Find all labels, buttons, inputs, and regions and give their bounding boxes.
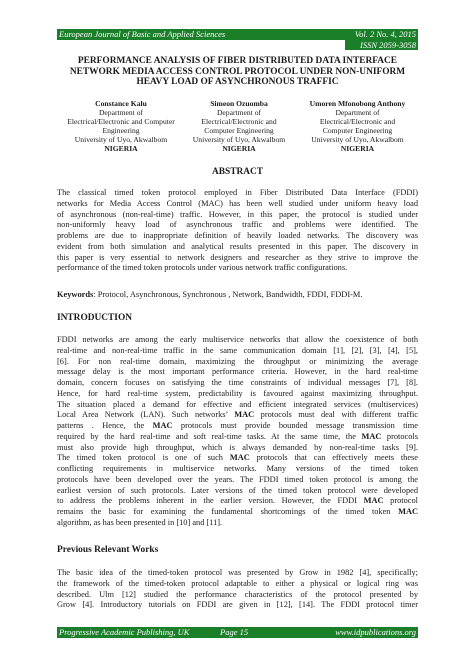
journal-issn: ISSN 2059-3058 [360,40,416,50]
author-name: Umoren Mfonobong Anthony [309,99,406,108]
abstract-line: non-uniformly heavy load of asynchronous traffic and problems were identified. The [57,220,418,230]
intro-line: patterns . Hence, the MAC protocols must provide bounded message transmission time [57,421,418,430]
author-university: University of Uyo, Akwalbom [192,135,286,144]
author-2 [180,99,298,153]
journal-footer-bar [57,627,418,638]
previous-works-body [57,568,418,611]
previous-line: described. Ulm [12] studied the performance characteristics of the protocol presented by [57,589,418,599]
abstract-line: networks for Media Access Control (MAC) has been well studied under uniform heavy load [57,198,418,208]
author-name: Simeon Ozuomba [210,99,268,108]
author-dept: Engineering [102,126,140,135]
keywords [57,290,362,299]
intro-line: to address the problems inherent in the earlier version. However, the FDDI MAC protocol [57,496,418,506]
author-dept: Electrical/Electronic and [201,117,277,126]
journal-name: European Journal of Basic and Applied Sciences [59,29,226,39]
title-line: NETWORK MEDIA ACCESS CONTROL PROTOCOL UNDER NON-UNIFORM [69,66,406,77]
keywords-label: Keywords [57,290,94,299]
publisher-name: Progressive Academic Publishing, UK [59,627,190,637]
intro-line: must also provide high throughput, which is always demanded by non-real-time tasks [9]. [57,442,418,452]
intro-line: domain, concern focuses on satisfying the time constraints of individual messages [7], [8]. [57,378,418,387]
previous-line: the framework of the timed-token protocol adaptable to either a physical or logical ring was [57,578,418,588]
author-university: University of Uyo, Akwalbom [74,135,168,144]
journal-volume: Vol. 2 No. 4, 2015 [354,29,416,39]
intro-line: [6]. For non real-time domain, maximizing the throughput or minimizing the average [57,356,418,366]
author-university: University of Uyo, Akwalbom [311,135,404,144]
issn-bar [345,40,418,50]
intro-line: real-time and non-real-time traffic in the same communication domain [1], [2], [3], [4], [5], [57,345,418,355]
publisher-url[interactable]: www.idpublications.org [335,627,416,637]
intro-line: algorithm, as has been presented in [10] and [11]. [57,517,223,527]
abstract-line: performance of the timed token protocols under various network traffic configurations. [57,263,348,273]
author-dept: Department of [216,108,262,117]
title-line: PERFORMANCE ANALYSIS OF FIBER DISTRIBUTED DATA INTERFACE [77,56,398,66]
abstract-line: The classical timed token protocol employed in Fiber Distributed Data Interface (FDDI) [57,188,418,197]
author-country: NIGERIA [222,144,256,153]
previous-line: The basic idea of the timed-token protocol was presented by Grow in 1982 [4], specifically; [57,568,418,577]
author-dept: Electrical/Electronic and [319,117,396,126]
keywords-text: : Protocol, Asynchronous, Synchronous , Network, Bandwidth, FDDI, FDDI-M. [93,290,363,299]
intro-line: message delay is the most important performance criteria. However, in the hard real-time [57,367,418,377]
author-dept: Computer Engineering [204,126,274,135]
author-name: Constance Kalu [95,99,147,108]
intro-line: The situation placed a demand for effective and efficient integrated services (multiservices) [57,399,418,409]
abstract-line: this paper is very essential to network designers and researcher as they strive to improve the [57,252,418,262]
intro-line: Local Area Network (LAN). Such networks’ MAC protocols must deal with different traffic [57,410,418,420]
author-dept: Computer Engineering [322,126,393,135]
introduction-body [57,335,418,529]
previous-works-heading: Previous Relevant Works [57,545,159,555]
paper-title [57,56,418,88]
author-dept: Electrical/Electronic and Computer [67,117,175,126]
author-1 [57,99,185,153]
author-country: NIGERIA [104,144,138,153]
intro-line: remains the basic for examining the fundamental shortcomings of the timed token MAC [57,507,418,516]
title-line: HEAVY LOAD OF ASYNCHRONOUS TRAFFIC [136,77,339,88]
abstract-line: evident from both simulation and analytical results presented in this paper. The discovery in [57,241,418,251]
previous-line: Grow [4]. Introductory tutorials on FDDI are given in [12], [14]. The FDDI protocol timer [57,600,418,610]
abstract-line: of asynchronous (non-real-time) traffic. However, in this paper, the protocol is studied under [57,209,418,219]
intro-line: FDDI networks are among the early multiservice networks that allow the coexistence of both [57,335,418,344]
journal-header-bar [57,29,418,40]
intro-line: conflicting requirements in multiservice networks. Many versions of the timed token [57,464,418,473]
author-dept: Department of [98,108,144,117]
abstract-body [57,188,418,274]
introduction-heading: INTRODUCTION [57,313,133,323]
abstract-heading: ABSTRACT [211,167,264,177]
author-country: NIGERIA [340,144,375,153]
author-3 [297,99,418,153]
intro-line: required by the hard real-time and soft real-time tasks. At the same time, the MAC protocols [57,431,418,441]
author-dept: Department of [335,108,380,117]
abstract-line: problems are due to inappropriate definition of heavily loaded networks. The discovery was [57,231,418,240]
intro-line: The timed token protocol is one of such MAC protocols that can effectively meets these [57,453,418,463]
intro-line: protocols have been developed over the years. The FDDI timed token protocol is among the [57,474,418,484]
intro-line: Hence, for hard real-time system, predictability is favoured against maximizing throughput. [57,388,418,398]
page-number: Page 15 [220,627,249,637]
intro-line: earliest version of such protocols. Later versions of the timed token protocol were developed [57,485,418,495]
